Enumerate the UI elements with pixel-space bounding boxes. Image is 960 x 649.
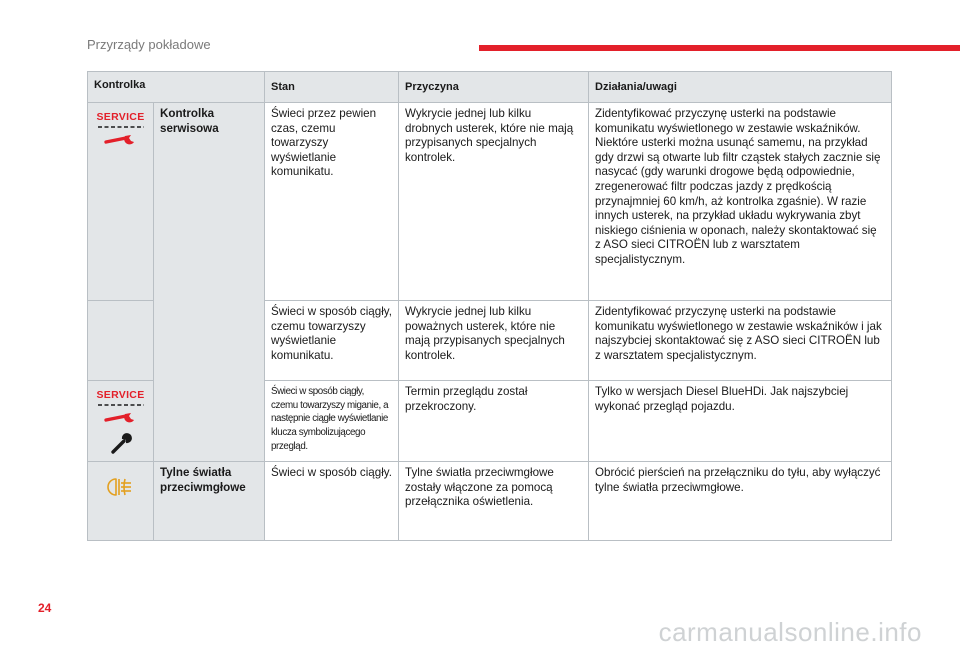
state-cell: Świeci przez pewien czas, czemu towarzyszy wyświetlanie komunikatu. bbox=[265, 103, 399, 301]
service-label: SERVICE bbox=[96, 389, 145, 401]
state-cell: Świeci w sposób ciągły, czemu towarzyszy wyświetlanie komunikatu. bbox=[265, 301, 399, 381]
action-cell: Zidentyfikować przyczynę usterki na podstawie komunikatu wyświetlonego w zestawie wskaźników. Niektóre usterki można usunąć samemu, na przykład gdy drzwi są otwarte lub filtr cząstek stałych zacznie się nasycać (gdy warunki drogowe będą odpowiednie, zregenerować filtr podczas jazdy z prędkością przynajmniej 60 km/h, aż kontrolka zgaśnie). W razie innych usterek, na przykład układu wykrywania zbyt niskiego ciśnienia w oponach, należy skontaktować się z ASO sieci CITROËN lub z warsztatem specjalistycznym. bbox=[589, 103, 892, 301]
cause-cell: Wykrycie jednej lub kilku drobnych usterek, które nie mają przypisanych specjalnych kontrolek. bbox=[399, 103, 589, 301]
column-header-dzialania: Działania/uwagi bbox=[589, 72, 892, 103]
cause-cell: Wykrycie jednej lub kilku poważnych usterek, które nie mają przypisanych specjalnych kontrolek. bbox=[399, 301, 589, 381]
column-header-przyczyna: Przyczyna bbox=[399, 72, 589, 103]
light-name-cell bbox=[154, 462, 265, 541]
service-wrench-icon bbox=[104, 133, 138, 147]
cause-cell: Tylne światła przeciwmgłowe zostały włączone za pomocą przełącznika oświetlenia. bbox=[399, 462, 589, 541]
icon-cell bbox=[88, 381, 154, 462]
column-header-stan: Stan bbox=[265, 72, 399, 103]
warning-lights-table bbox=[87, 71, 892, 541]
header-accent-bar bbox=[479, 45, 960, 51]
light-name-cell bbox=[154, 103, 265, 462]
table-row bbox=[88, 103, 892, 301]
column-header-kontrolka: Kontrolka bbox=[88, 72, 265, 103]
wrench-icon bbox=[110, 433, 132, 455]
action-cell: Zidentyfikować przyczynę usterki na podstawie komunikatu wyświetlonego w zestawie wskaźników i jak najszybciej skontaktować się z ASO sieci CITROËN lub z warsztatem specjalistycznym. bbox=[589, 301, 892, 381]
light-name: Tylne światła przeciwmgłowe bbox=[160, 466, 246, 494]
icon-cell bbox=[88, 301, 154, 381]
service-label: SERVICE bbox=[96, 111, 145, 123]
action-cell: Obrócić pierścień na przełączniku do tyłu, aby wyłączyć tylne światła przeciwmgłowe. bbox=[589, 462, 892, 541]
watermark: carmanualsonline.info bbox=[658, 617, 922, 647]
table-row bbox=[88, 462, 892, 541]
page-number: 24 bbox=[38, 601, 52, 615]
icon-cell bbox=[88, 103, 154, 301]
page-section-title: Przyrządy pokładowe bbox=[87, 37, 211, 52]
dashed-line-icon bbox=[98, 403, 144, 407]
state-cell: Świeci w sposób ciągły. bbox=[265, 462, 399, 541]
action-cell: Tylko w wersjach Diesel BlueHDi. Jak najszybciej wykonać przegląd pojazdu. bbox=[589, 381, 892, 462]
table-header-row bbox=[88, 72, 892, 103]
rear-fog-light-icon bbox=[106, 476, 136, 498]
light-name: Kontrolka serwisowa bbox=[160, 107, 219, 135]
state-cell: Świeci w sposób ciągły, czemu towarzyszy miganie, a następnie ciągłe wyświetlanie klucza symbolizującego przegląd. bbox=[265, 381, 399, 462]
dashed-line-icon bbox=[98, 125, 144, 129]
icon-cell bbox=[88, 462, 154, 541]
cause-cell: Termin przeglądu został przekroczony. bbox=[399, 381, 589, 462]
service-wrench-icon bbox=[104, 411, 138, 425]
